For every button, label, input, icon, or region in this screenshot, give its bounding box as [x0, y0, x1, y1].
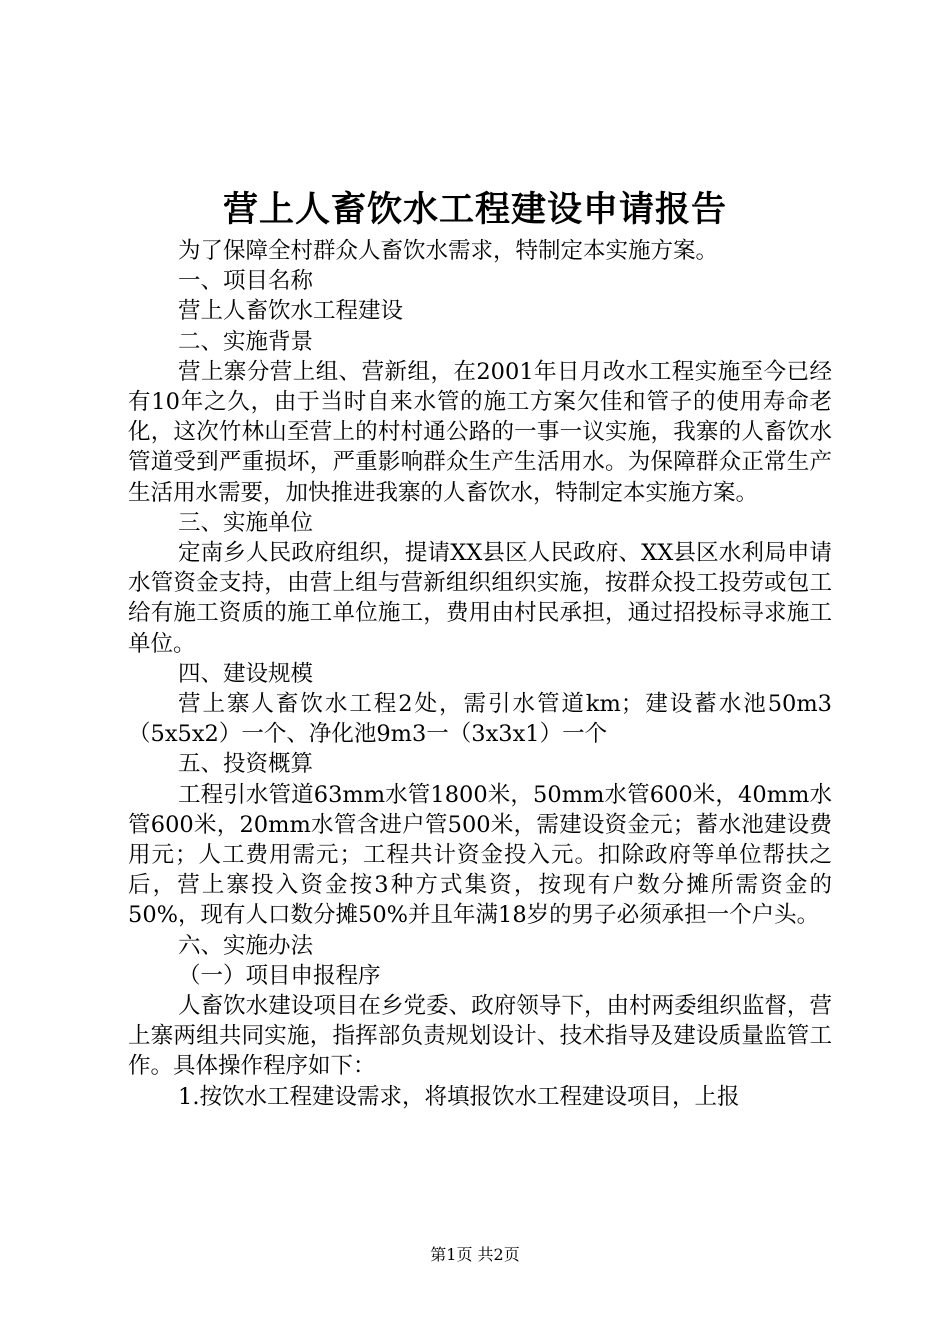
- document-body: [128, 236, 832, 1112]
- document-title: 营上人畜饮水工程建设申请报告: [222, 189, 727, 230]
- unit-paragraph: 定南乡人民政府组织，提请XX县区人民政府、XX县区水利局申请水管资金支持，由营上组与营新组织组织实施，按群众投工投劳或包工给有施工资质的施工单位施工，费用由村民承担，通过招投标寻求施工单位。: [128, 540, 832, 657]
- scale-paragraph: 营上寨人畜饮水工程2处，需引水管道km；建设蓄水池50m3（5x5x2）一个、净化池9m3一（3x3x1）一个: [128, 691, 832, 748]
- section-heading-background: 二、实施背景: [178, 328, 314, 355]
- section-heading-method: 六、实施办法: [178, 932, 314, 959]
- intro-paragraph: 为了保障全村群众人畜饮水需求，特制定本实施方案。: [178, 238, 719, 264]
- subsection-heading-procedure: （一）项目申报程序: [178, 962, 381, 989]
- section-heading-scale: 四、建设规模: [178, 660, 314, 687]
- project-name-text: 营上人畜饮水工程建设: [178, 298, 404, 325]
- section-heading-unit: 三、实施单位: [178, 509, 314, 536]
- procedure-step-1: 1.按饮水工程建设需求，将填报饮水工程建设项目，上报: [178, 1083, 740, 1110]
- background-paragraph: 营上寨分营上组、营新组，在2001年日月改水工程实施至今已经有10年之久，由于当时自来水管的施工方案欠佳和管子的使用寿命老化，这次竹林山至营上的村村通公路的一事一议实施，我寨的人畜饮水管道受到严重损坏，严重影响群众生产生活用水。为保障群众正常生产生活用水需要，加快推进我寨的人畜饮水，特制定本实施方案。: [128, 358, 832, 506]
- budget-paragraph: 工程引水管道63mm水管1800米，50mm水管600米，40mm水管600米，20mm水管含进户管500米，需建设资金元；蓄水池建设费用元；人工费用需元；工程共计资金投入元。扣除政府等单位帮扶之后，营上寨投入资金按3种方式集资，按现有户数分摊所需资金的50%，现有人口数分摊50%并且年满18岁的男子必须承担一个户头。: [128, 781, 832, 929]
- section-heading-budget: 五、投资概算: [178, 751, 314, 778]
- procedure-paragraph: 人畜饮水建设项目在乡党委、政府领导下，由村两委组织监督，营上寨两组共同实施，指挥部负责规划设计、技术指导及建设质量监管工作。具体操作程序如下：: [128, 993, 832, 1080]
- page-number: 第1页 共2页: [430, 1245, 520, 1264]
- section-heading-project-name: 一、项目名称: [178, 268, 314, 295]
